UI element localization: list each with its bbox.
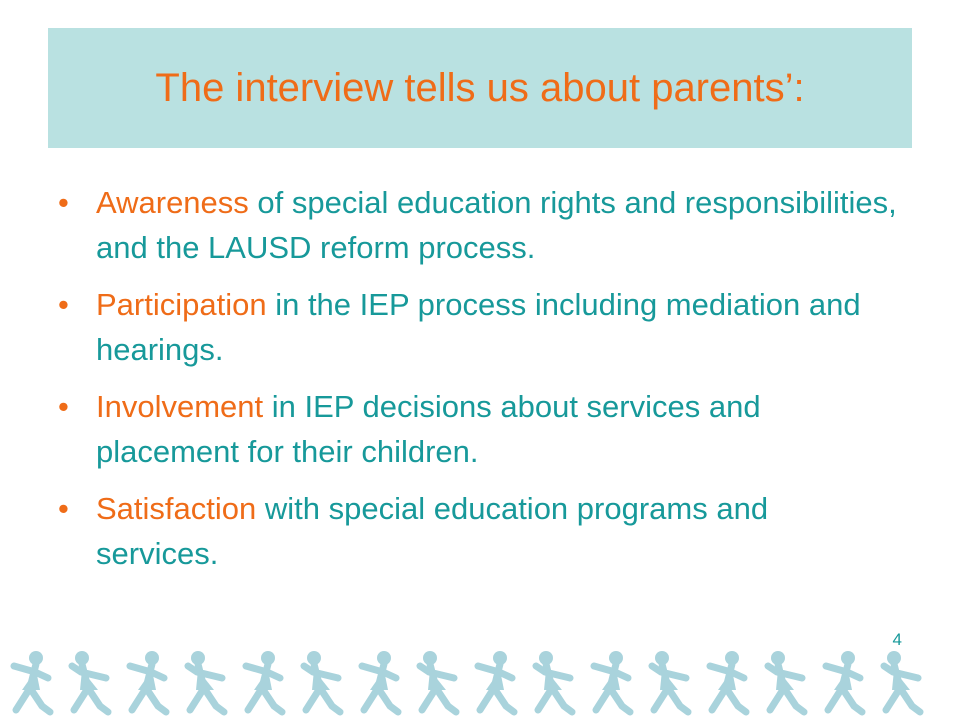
bullet-keyword: Participation xyxy=(96,287,267,322)
child-figure-icon xyxy=(362,651,398,712)
bullet-list xyxy=(58,180,898,588)
bullet-item xyxy=(58,486,898,576)
child-figure-icon xyxy=(826,651,862,712)
bullet-item xyxy=(58,282,898,372)
child-figure-icon xyxy=(594,651,630,712)
bullet-keyword: Satisfaction xyxy=(96,491,257,526)
child-figure-icon xyxy=(304,651,340,712)
bullet-keyword: Involvement xyxy=(96,389,264,424)
bullet-dot-icon: • xyxy=(58,389,69,424)
bullet-item xyxy=(58,384,898,474)
bullet-dot-icon: • xyxy=(58,185,69,220)
child-figure-icon xyxy=(130,651,166,712)
bullet-text: with special education programs and services. xyxy=(96,491,769,571)
child-figure-icon xyxy=(14,651,50,712)
bullet-dot-icon: • xyxy=(58,287,69,322)
child-figure-icon xyxy=(652,651,688,712)
child-figure-icon xyxy=(246,651,282,712)
child-figure-icon xyxy=(768,651,804,712)
bullet-text: in IEP decisions about services and placement for their children. xyxy=(96,389,761,469)
bullet-item xyxy=(58,180,898,270)
child-figure-icon xyxy=(72,651,108,712)
bullet-keyword: Awareness xyxy=(96,185,249,220)
running-children-border-icon xyxy=(0,640,960,720)
bullet-dot-icon: • xyxy=(58,491,69,526)
child-figure-icon xyxy=(420,651,456,712)
slide-title: The interview tells us about parents’: xyxy=(155,65,805,110)
page-number: 4 xyxy=(892,630,902,649)
child-figure-icon xyxy=(536,651,572,712)
child-figure-icon xyxy=(478,651,514,712)
child-figure-icon xyxy=(884,651,920,712)
child-figure-icon xyxy=(710,651,746,712)
bullet-text: in the IEP process including mediation and hearings. xyxy=(96,287,861,367)
bullet-text: of special education rights and responsibilities, and the LAUSD reform process. xyxy=(96,185,897,265)
child-figure-icon xyxy=(188,651,224,712)
title-band xyxy=(48,28,912,148)
